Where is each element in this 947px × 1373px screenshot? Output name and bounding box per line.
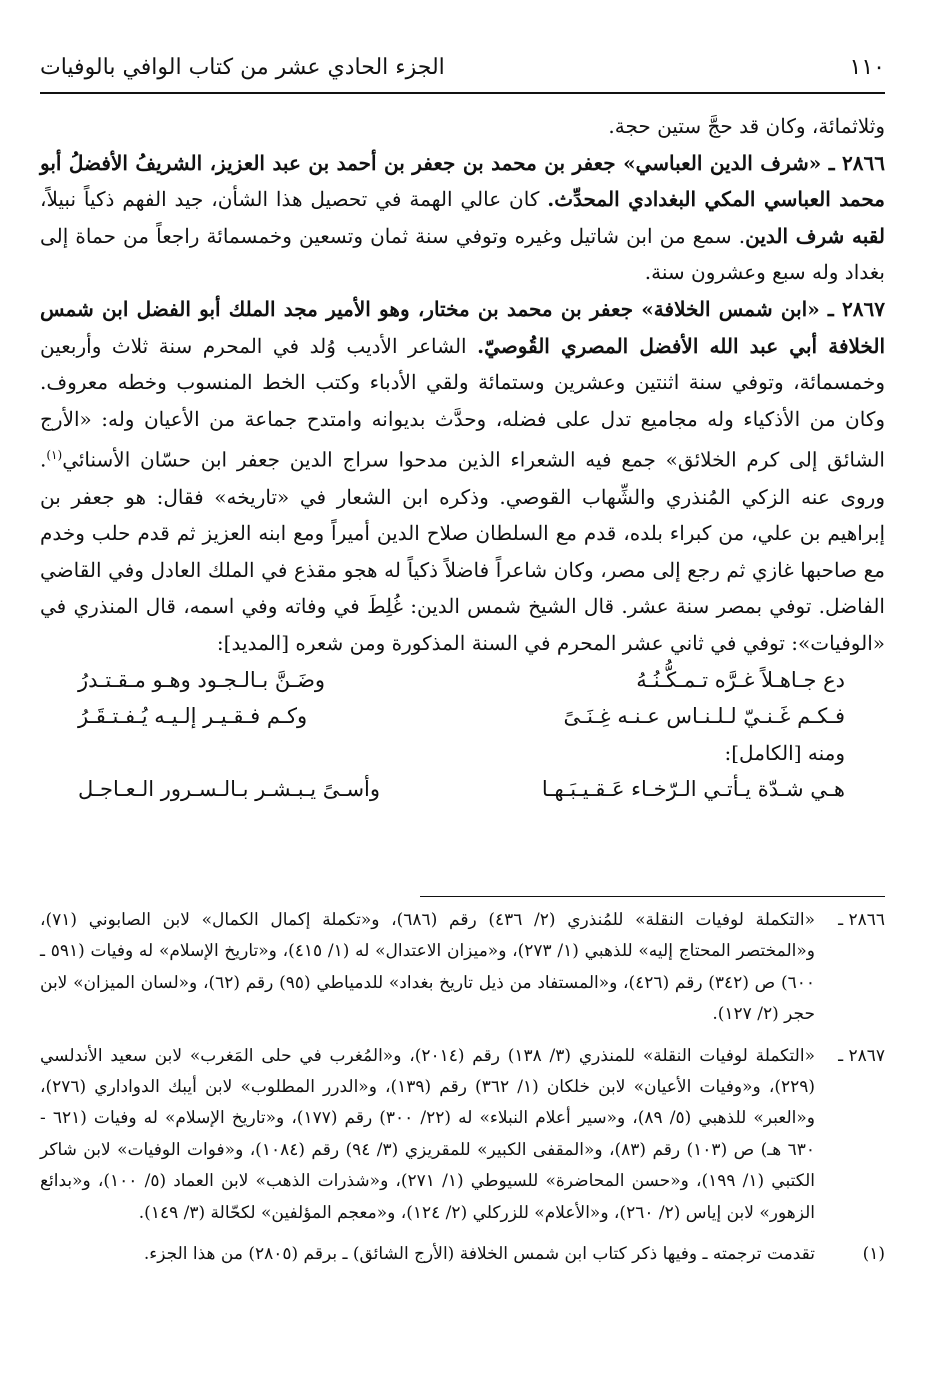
verse-second-hemistich: وكـم فـقـيـر إلـيـه يُـفـتـقَـرُ <box>78 704 308 729</box>
entry-2866-text-b: . سمع من ابن شاتيل وغيره وتوفي سنة ثمان وتسعين وخمسمائة راجعاً من حماة إلى بغداد وله سبع وعشرون سنة. <box>40 223 885 285</box>
note-text: «التكملة لوفيات النقلة» للمنذري (٣/ ١٣٨) رقم (٢٠١٤)، و«المُغرب في حلى المَغرب» لابن سعيد الأندلسي (٢٢٩)، و«وفيات الأعيان» لابن خلكان (١/ ٣٦٢) رقم (١٣٩)، و«الدرر المطلوب» لابن أيبك الدواداري (٢٧٦)، و«العبر» للذهبي (٥/ ٨٩)، و«سير أعلام النبلاء» له (٢٢/ ٣٠٠) رقم (١٧٧)، و«تاريخ الإسلام» له وفيات (٦٢١ - ٦٣٠ هـ) ص (١٠٣) رقم (٨٣)، و«المقفى الكبير» للمقريزي (٣/ ٩٤) رقم (١٠٨٤)، و«فوات الوفيات» لابن شاكر الكتبي (١/ ١٩٩)، و«حسن المحاضرة» للسيوطي (١/ ٢٧١)، و«شذرات الذهب» لابن العماد (٥/ ١٠٠)، و«بدائع الزهور» لابن إياس (٢/ ٢٦٠)، و«الأعلام» للزركلي (٢/ ١٢٤)، و«معجم المؤلفين» لكحّالة (٣/ ١٤٩). <box>40 1045 816 1223</box>
note-text: «التكملة لوفيات النقلة» للمُنذري (٢/ ٤٣٦) رقم (٦٨٦)، و«تكملة إكمال الكمال» لابن الصابوني (٧١)، و«المختصر المحتاج إليه» للذهبي (١/ ٢٧٣)، و«ميزان الاعتدال» له (١/ ٤١٥)، و«تاريخ الإسلام» له وفيات (٥٩١ ـ ٦٠٠) ص (٣٤٢) رقم (٤٢٦)، و«المستفاد من ذيل تاريخ بغداد» للدمياطي (٩٥) رقم (٦٢)، و«لسان الميزان» لابن حجر (٢/ ١٢٧). <box>40 910 816 1025</box>
entry-2867-text-b: . وروى عنه الزكي المُنذري والشِّهاب القوصي. وذكره ابن الشعار في «تاريخه» فقال: هو جعفر بن إبراهيم بن علي، من كبراء بلده، قدم مع السلطان صلاح الدين أميراً ومع ابنه العزيز ثم قدم حلب وخدم مع صاحبها غازي ثم رجع إلى مصر، وكان شاعراً فاضلاً ذكياً له هجو مقذع في الملك العادل وفي القاضي الفاضل. توفي بمصر سنة عشر. قال الشيخ شمس الدين: غُلِطَ في وفاته وفي اسمه، قال المنذري في «الوفيات»: توفي في ثاني عشر المحرم في السنة المذكورة ومن شعره [المديد]: <box>40 448 885 655</box>
verse-first-hemistich: هـي شـدّة يـأتـي الـرّخـاء عَـقـيـبَـهـا <box>541 777 845 802</box>
page-number: ١١٠ <box>849 55 885 80</box>
verse-line <box>40 771 885 808</box>
entry-2866 <box>40 145 885 291</box>
poem2-intro: ومنه [الكامل]: <box>724 740 845 765</box>
footnote-ref[interactable]: (١) <box>46 448 63 463</box>
intro-line: وثلاثمائة، وكان قد حجَّ ستين حجة. <box>608 114 885 138</box>
main-text <box>40 108 885 808</box>
note-number: (١) <box>862 1244 885 1265</box>
footnote-divider <box>420 896 885 897</box>
note-number: ٢٨٦٧ ـ <box>838 1045 885 1066</box>
source-note-2866 <box>40 905 885 1031</box>
note-number: ٢٨٦٦ ـ <box>838 910 885 930</box>
verse-line <box>40 698 885 735</box>
footnote-1 <box>40 1239 885 1270</box>
verse-first-hemistich: فـكـم غَـنـيّ لـلـنـاس عـنـه غِـنَـىً <box>563 704 845 729</box>
page-header <box>40 40 885 94</box>
entry-2866-laqab: لقبه شرف الدين <box>745 223 885 248</box>
source-note-2867 <box>40 1041 885 1229</box>
entry-2866-heading: ٢٨٦٦ ـ «شرف الدين العباسي» جعفر بن محمد بن جعفر بن أحمد بن عبد العزيز، الشريفُ الأفضلُ أبو محمد العباسي المكي البغدادي المحدِّث. <box>40 150 886 212</box>
verse-second-hemistich: وأسـىً يـبـشـر بـالـسـرور الـعـاجـل <box>78 777 381 802</box>
verse-second-hemistich: وضَـنَّ بـالـجـود وهـو مـقـتـدرُ <box>78 667 326 692</box>
verse-line <box>40 662 885 699</box>
entry-2867-text-a: الشاعر الأديب وُلد في المحرم سنة ثلاث وأربعين وخمسمائة، وتوفي سنة اثنتين وعشرين وستمائة ولقي الأدباء وكتب الخط المنسوب وخطه معروف. وكان من الأذكياء وله مجاميع تدل على فضله، وحدَّث بديوانه وامتدح جماعة من الأعيان وله: «الأرج الشائق إلى كرم الخلائق» جمع فيه الشعراء الذين مدحوا سراج الدين جعفر ابن حسّان الأسنائي <box>40 333 885 472</box>
footnotes <box>40 905 885 1280</box>
running-title: الجزء الحادي عشر من كتاب الوافي بالوفيات <box>40 55 445 80</box>
note-text: تقدمت ترجمته ـ وفيها ذكر كتاب ابن شمس الخلافة (الأرج الشائق) ـ برقم (٢٨٠٥) من هذا الجزء. <box>143 1244 815 1265</box>
entry-2867 <box>40 291 885 662</box>
verse-first-hemistich: دع جـاهـلاً غـرَّه تـمـكُّـنُـهُ <box>636 667 845 692</box>
entry-2867-heading: ٢٨٦٧ ـ «ابن شمس الخلافة» جعفر بن محمد بن مختار، وهو الأمير مجد الملك أبو الفضل ابن شمس الخلافة أبي عبد الله الأفضل المصري القُوصيّ. <box>40 296 885 358</box>
entry-2866-text-a: كان عالي الهمة في تحصيل هذا الشأن، جيد الفهم ذكياً نبيلاً، <box>40 187 548 212</box>
